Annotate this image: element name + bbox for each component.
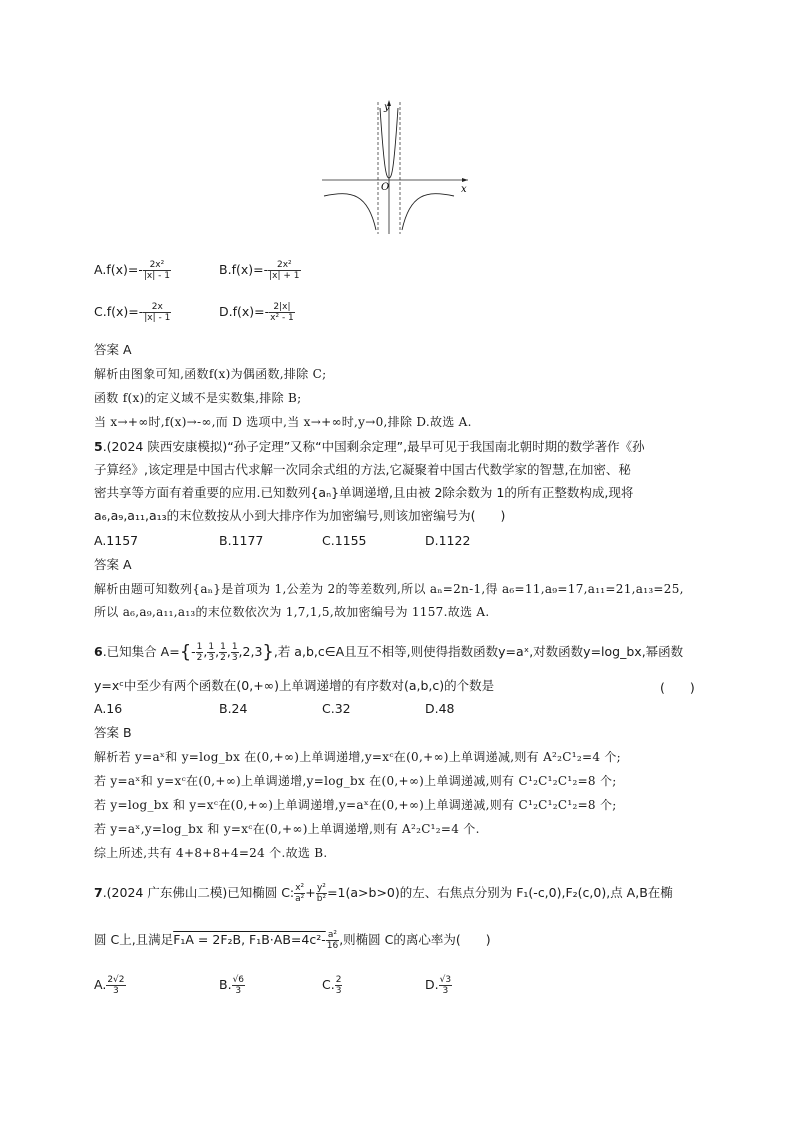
q5-line: a₆,a₉,a₁₁,a₁₃的末位数按从小到大排序作为加密编号,则该加密编号为( ) (94, 508, 506, 523)
q6-option-c: C.32 (322, 701, 351, 716)
q6-explanation-line: 若 y=log_bx 和 y=xᶜ在(0,+∞)上单调递增,y=aˣ在(0,+∞)上单调递减,则有 C¹₂C¹₂C¹₂=8 个; (94, 798, 617, 812)
q5-option-a: A.1157 (94, 533, 139, 548)
q7-line: 圆 C上,且满足F₁A = 2F₂B, F₁B·AB=4c²- $\frac{\text{a²}}{16}$ ,则椭圆 C的离心率为( ) (94, 930, 491, 951)
q6-option-a: A.16 (94, 701, 123, 716)
q6-answer-paren: ( ) (660, 680, 695, 695)
q5-option-d: D.1122 (425, 533, 471, 548)
q5-option-b: B.1177 (219, 533, 264, 548)
curve-right (402, 194, 454, 230)
fraction: $\frac{2|x|}{\text{x² - 1}}$ (270, 302, 294, 323)
q4-option-a: A.f(x)=- $\frac{\text{2x²}}{|x| - 1}$ (94, 260, 170, 281)
fraction: $\frac{\text{2x²}}{|x| - 1}$ (143, 260, 170, 281)
y-axis-label: y (384, 102, 390, 113)
curve-left (324, 194, 376, 230)
q5-explanation-line: 解析由题可知数列{aₙ}是首项为 1,公差为 2的等差数列,所以 aₙ=2n-1,得 a₆=11,a₉=17,a₁₁=21,a₁₃=25, (94, 582, 684, 596)
q7-line: 7.(2024 广东佛山二模)已知椭圆 C: $\frac{\text{x²}}{\text{a²}}$ + $\frac{\text{y²}}{\text{b²}}$ =1(a>b>0)的左、右焦点分别为 F₁(-c,0),F₂(c,0),点 A,B在椭 (94, 883, 673, 904)
q5-answer: 答案 A (94, 557, 132, 572)
q4-option-c: C.f(x)=- $\frac{2x}{|x| - 1}$ (94, 302, 171, 323)
x-axis-arrow (462, 178, 468, 182)
x-axis-label: x (461, 184, 467, 195)
question-number: 7 (94, 885, 103, 900)
q4-explanation-line: 当 x→+∞时,f(x)→-∞,而 D 选项中,当 x→+∞时,y→0,排除 D.故选 A. (94, 415, 472, 429)
q6-explanation-line: 若 y=aˣ,y=log_bx 和 y=xᶜ在(0,+∞)上单调递增,则有 A²₂C¹₂=4 个. (94, 822, 480, 836)
q6-explanation-line: 解析若 y=aˣ和 y=log_bx 在(0,+∞)上单调递增,y=xᶜ在(0,+∞)上单调递减,则有 A²₂C¹₂=4 个; (94, 750, 622, 764)
q5-line: 密共享等方面有着重要的应用.已知数列{aₙ}单调递增,且由被 2除余数为 1的所有正整数构成,现将 (94, 485, 634, 500)
question-number: 6 (94, 644, 103, 659)
q6-line: y=xᶜ中至少有两个函数在(0,+∞)上单调递增的有序数对(a,b,c)的个数是 (94, 678, 495, 693)
q4-answer: 答案 A (94, 342, 132, 357)
q6-option-b: B.24 (219, 701, 248, 716)
q4-option-b: B.f(x)=- $\frac{\text{2x²}}{|x| + 1}$ (219, 260, 300, 281)
q7-option-d: D. $\frac{√3}{3}$ (425, 975, 452, 996)
q7-option-c: C. $\frac{2}{3}$ (322, 975, 342, 996)
q7-option-b: B. $\frac{√6}{3}$ (219, 975, 245, 996)
q5-explanation-line: 所以 a₆,a₉,a₁₁,a₁₃的末位数依次为 1,7,1,5,故加密编号为 1157.故选 A. (94, 605, 490, 619)
q4-explanation-line: 函数 f(x)的定义域不是实数集,排除 B; (94, 391, 302, 405)
q4-option-d: D.f(x)=- $\frac{2|x|}{\text{x² - 1}}$ (219, 302, 294, 323)
function-graph-figure (322, 98, 472, 234)
q5-line: 5.(2024 陕西安康模拟)“孙子定理”又称“中国剩余定理”,最早可见于我国南北朝时期的数学著作《孙 (94, 439, 645, 454)
q5-option-c: C.1155 (322, 533, 367, 548)
q5-line: 子算经》,该定理是中国古代求解一次同余式组的方法,它凝聚着中国古代数学家的智慧,在加密、秘 (94, 462, 631, 477)
q6-line: 6.已知集合 A={- $\frac{1}{2}$ , $\frac{1}{3}$ , $\frac{1}{2}$ , $\frac{1}{3}$ ,2,3},若 a,b,c∈A且互不相等,则使得指数函数y=aˣ,对数函数y=log_bx,幂函数 (94, 641, 684, 663)
q6-option-d: D.48 (425, 701, 455, 716)
origin-label: O (381, 182, 390, 193)
q4-explanation-line: 解析由图象可知,函数f(x)为偶函数,排除 C; (94, 367, 327, 381)
question-number: 5 (94, 439, 103, 454)
q7-option-a: A. $\frac{2√2}{3}$ (94, 975, 125, 996)
fraction: $\frac{2x}{|x| - 1}$ (144, 302, 171, 323)
q6-explanation-line: 若 y=aˣ和 y=xᶜ在(0,+∞)上单调递增,y=log_bx 在(0,+∞)上单调递减,则有 C¹₂C¹₂C¹₂=8 个; (94, 774, 617, 788)
fraction: $\frac{\text{2x²}}{|x| + 1}$ (269, 260, 300, 281)
q6-explanation-line: 综上所述,共有 4+8+8+4=24 个.故选 B. (94, 846, 328, 860)
q6-answer: 答案 B (94, 725, 132, 740)
